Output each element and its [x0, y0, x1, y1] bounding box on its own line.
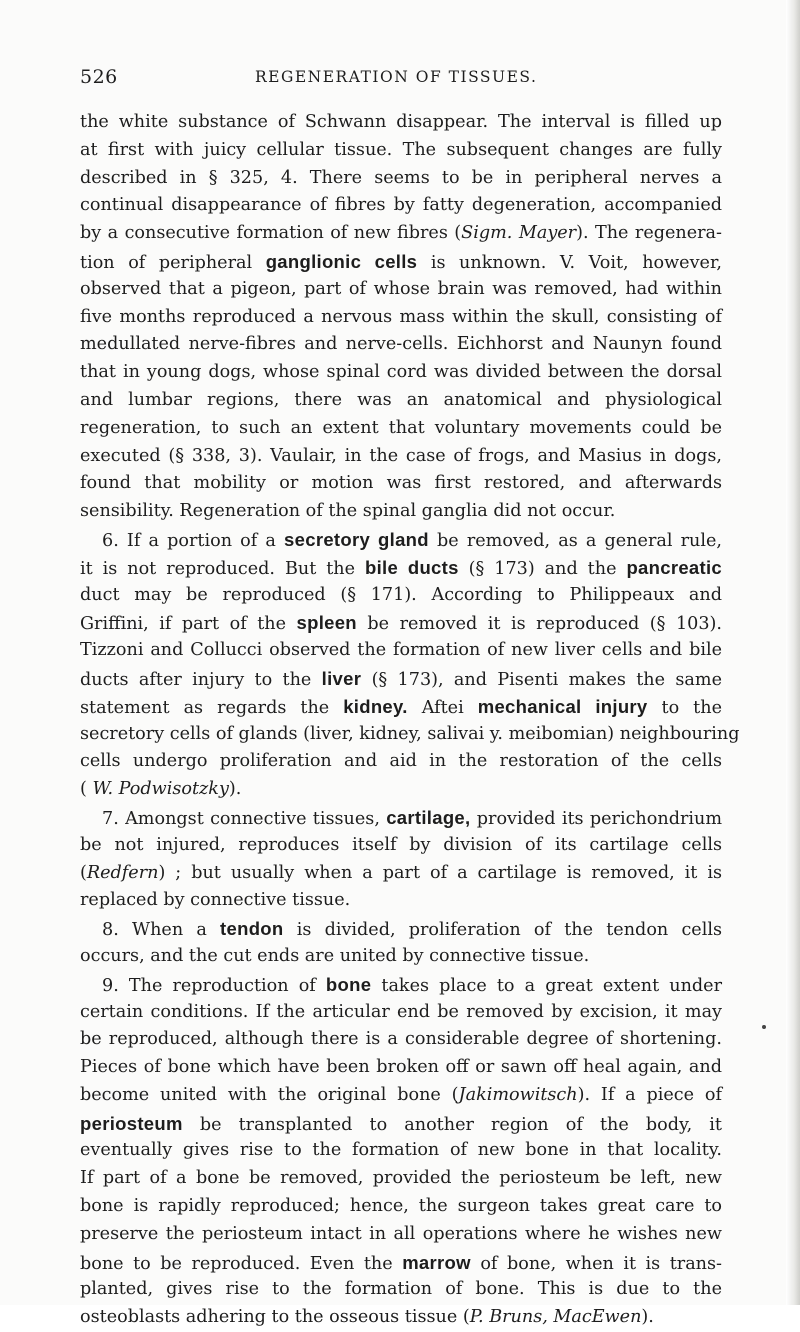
text-line	[80, 220, 722, 248]
text-line	[80, 1221, 722, 1249]
text-segment: secretory cells of glands (liver, kidney, salivai y. meibomian) neighbouring	[80, 723, 740, 744]
text-line	[80, 1110, 722, 1138]
text-line	[80, 721, 740, 749]
text-segment: ). If a piece of	[577, 1084, 722, 1105]
text-line	[80, 276, 722, 304]
text-segment: (	[80, 862, 87, 883]
italic-citation: W. Podwisotzky	[92, 779, 229, 800]
text-segment: If part of a bone be removed, provided the periosteum be left, new	[80, 1168, 722, 1189]
emphasized-term: cartilage,	[386, 806, 471, 828]
text-segment: be reproduced, although there is a considerable degree of shortening.	[80, 1029, 722, 1050]
text-segment: replaced by connective tissue.	[80, 890, 351, 911]
text-segment: duct may be reproduced (§ 171). According to Philippeaux and	[80, 584, 722, 605]
text-line	[80, 832, 722, 860]
text-segment: be removed it is reproduced (§ 103).	[356, 614, 722, 635]
page-header	[80, 66, 720, 92]
text-segment: 7. Amongst connective tissues,	[102, 808, 387, 829]
text-segment: bone to be reproduced. Even the	[80, 1253, 403, 1274]
text-segment: cells undergo proliferation and aid in the restoration of the cells	[80, 751, 722, 772]
text-line	[80, 526, 722, 554]
text-segment: executed (§ 338, 3). Vaulair, in the case of frogs, and Masius in dogs,	[80, 445, 722, 466]
text-segment: occurs, and the cut ends are united by connective tissue.	[80, 945, 590, 966]
text-segment: ). The regenera-	[576, 223, 722, 244]
text-line	[80, 1193, 722, 1221]
text-line	[80, 331, 722, 359]
text-segment: ducts after injury to the	[80, 669, 322, 690]
text-segment: five months reproduced a nervous mass within the skull, consisting of	[80, 306, 722, 327]
text-line	[80, 387, 722, 415]
emphasized-term: pancreatic	[626, 556, 722, 578]
emphasized-term: periosteum	[80, 1112, 183, 1134]
text-line	[80, 665, 722, 693]
text-segment: preserve the periosteum intact in all operations where he wishes new	[80, 1223, 722, 1244]
text-segment: by a consecutive formation of new fibres (	[80, 223, 462, 244]
text-segment: be transplanted to another region of the body, it	[182, 1114, 722, 1135]
text-line	[80, 860, 722, 888]
text-segment: be removed, as a general rule,	[428, 530, 722, 551]
text-line	[80, 1276, 722, 1304]
text-segment: 9. The reproduction of	[102, 975, 326, 996]
text-line	[80, 359, 722, 387]
text-segment: eventually gives rise to the formation of new bone in that locality.	[80, 1140, 722, 1161]
emphasized-term: bile ducts	[364, 556, 459, 578]
text-line	[80, 999, 722, 1027]
text-segment: ).	[641, 1307, 654, 1328]
page-edge-shadow	[786, 0, 800, 1305]
text-line	[80, 470, 722, 498]
text-segment: 8. When a	[102, 920, 221, 941]
text-segment: described in § 325, 4. There seems to be in peripheral nerves a	[80, 167, 722, 188]
emphasized-term: kidney.	[343, 695, 408, 717]
text-segment: bone is rapidly reproduced; hence, the surgeon takes great care to	[80, 1196, 722, 1217]
text-segment: (§ 173), and Pisenti makes the same	[361, 669, 722, 690]
text-line	[80, 582, 722, 610]
emphasized-term: marrow	[402, 1251, 471, 1273]
emphasized-term: spleen	[296, 612, 357, 634]
italic-citation: Sigm. Mayer	[461, 223, 577, 244]
text-segment: observed that a pigeon, part of whose brain was removed, had within	[80, 278, 722, 299]
italic-citation: P. Bruns, MacEwen	[469, 1307, 642, 1328]
text-line	[80, 1249, 722, 1277]
text-line	[80, 248, 722, 276]
italic-citation: Jakimowitsch	[458, 1084, 578, 1105]
body-text	[80, 109, 740, 1332]
text-segment: 6. If a portion of a	[102, 530, 285, 551]
text-segment: sensibility. Regeneration of the spinal ganglia did not occur.	[80, 501, 616, 522]
text-line	[80, 971, 722, 999]
text-line	[80, 165, 722, 193]
text-segment: certain conditions. If the articular end be removed by excision, it may	[80, 1001, 722, 1022]
text-segment: ).	[228, 779, 242, 800]
text-line	[80, 304, 722, 332]
text-segment: (§ 173) and the	[458, 558, 627, 579]
text-segment: medullated nerve-fibres and nerve-cells. Eichhorst and Naunyn found	[80, 334, 722, 355]
text-segment: Pieces of bone which have been broken off or sawn off heal again, and	[80, 1057, 722, 1078]
text-line	[80, 748, 722, 776]
emphasized-term: liver	[321, 667, 362, 689]
text-segment: it is not reproduced. But the	[80, 558, 365, 579]
text-segment: is unknown. V. Voit, however,	[417, 252, 723, 273]
running-head: REGENERATION OF TISSUES.	[255, 68, 538, 86]
margin-speck	[762, 1025, 766, 1029]
text-line	[80, 1165, 722, 1193]
text-segment: continual disappearance of fibres by fatty degeneration, accompanied	[80, 195, 722, 216]
text-line	[80, 192, 722, 220]
text-segment: takes place to a great extent under	[371, 975, 722, 996]
text-segment: regeneration, to such an extent that voluntary movements could be	[80, 417, 722, 438]
text-segment: Aftei	[407, 697, 478, 718]
text-line	[80, 609, 722, 637]
text-segment: be not injured, reproduces itself by division of its cartilage cells	[80, 834, 722, 855]
text-segment: statement as regards the	[80, 697, 344, 718]
text-line	[80, 776, 722, 804]
emphasized-term: mechanical injury	[477, 695, 648, 717]
text-segment: found that mobility or motion was first restored, and afterwards	[80, 473, 722, 494]
page-number: 526	[80, 66, 118, 88]
text-line	[80, 1304, 722, 1332]
text-segment: (	[80, 779, 93, 800]
text-line	[80, 943, 722, 971]
text-segment: Tizzoni and Collucci observed the formation of new liver cells and bile	[80, 640, 722, 661]
text-segment: and lumbar regions, there was an anatomical and physiological	[80, 389, 722, 410]
text-line	[80, 1082, 722, 1110]
text-segment: ) ; but usually when a part of a cartilage is removed, it is	[158, 862, 722, 883]
text-line	[80, 109, 722, 137]
emphasized-term: secretory gland	[284, 528, 429, 550]
emphasized-term: bone	[325, 973, 372, 995]
text-segment: to the	[647, 697, 722, 718]
text-line	[80, 915, 722, 943]
text-segment: of bone, when it is trans-	[470, 1253, 722, 1274]
text-line	[80, 498, 722, 526]
text-line	[80, 1137, 722, 1165]
text-segment: the white substance of Schwann disappear. The interval is filled up	[80, 112, 722, 132]
text-segment: osteoblasts adhering to the osseous tissue (	[80, 1307, 470, 1328]
text-line	[80, 415, 722, 443]
text-line	[80, 887, 722, 915]
text-line	[80, 804, 722, 832]
text-segment: is divided, proliferation of the tendon cells	[283, 920, 722, 941]
text-line	[80, 1054, 722, 1082]
text-segment: that in young dogs, whose spinal cord was divided between the dorsal	[80, 362, 722, 383]
italic-citation: Redfern	[86, 862, 159, 883]
text-line	[80, 1026, 722, 1054]
emphasized-term: ganglionic cells	[265, 250, 418, 272]
text-line	[80, 137, 722, 165]
text-segment: tion of peripheral	[80, 252, 266, 273]
text-segment: at first with juicy cellular tissue. The subsequent changes are fully	[80, 139, 722, 160]
text-segment: provided its perichondrium	[470, 808, 723, 829]
text-line	[80, 443, 722, 471]
text-segment: planted, gives rise to the formation of bone. This is due to the	[80, 1279, 722, 1300]
text-line	[80, 554, 722, 582]
text-line	[80, 693, 722, 721]
text-segment: become united with the original bone (	[80, 1084, 459, 1105]
emphasized-term: tendon	[220, 918, 284, 940]
text-line	[80, 637, 722, 665]
text-segment: Griffini, if part of the	[80, 614, 297, 635]
